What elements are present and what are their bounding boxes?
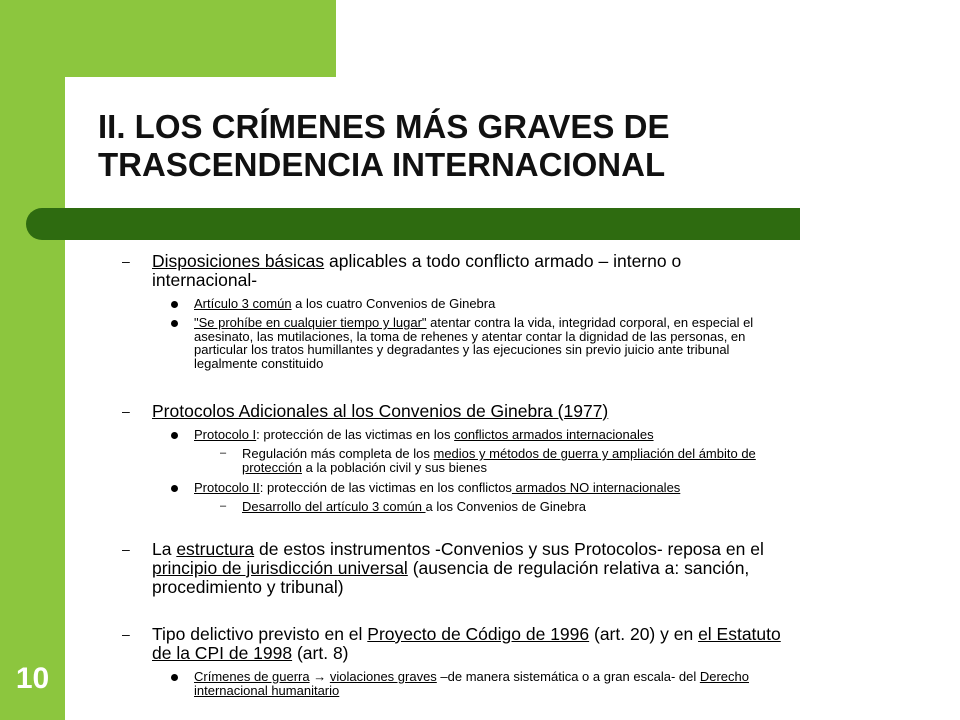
text-underlined: Desarrollo del artículo 3 común [242, 499, 426, 514]
left-accent-bar [0, 0, 65, 720]
bullet-dot-icon [171, 320, 178, 327]
text: Regulación más completa de los [242, 446, 434, 461]
text-underlined: Artículo 3 común [194, 296, 292, 311]
subbullet-protocolo-1 [194, 428, 894, 442]
dash-marker: – [122, 626, 130, 642]
text-underlined: Protocolo I [194, 427, 257, 442]
text-underlined: Protocolos Adicionales al los Convenios de Ginebra (1977) [152, 401, 609, 421]
bullet-estructura [122, 539, 922, 597]
text-underlined: Disposiciones básicas [152, 251, 325, 271]
text-underlined: violaciones graves [329, 669, 437, 684]
bullet-tipo-delictivo [122, 624, 922, 663]
text: (ausencia de regulación relativa a: sanción, [407, 558, 750, 578]
text-underlined: principio de jurisdicción universal [152, 558, 408, 578]
text: procedimiento y tribunal) [152, 577, 344, 597]
bullet-protocolos [122, 401, 922, 421]
text: particular los tratos humillantes y degradantes y las ejecuciones sin previo juicio ante tribunal [194, 342, 730, 357]
dash-marker: – [122, 541, 130, 557]
dash-marker: – [220, 447, 227, 459]
slide-number: 10 [15, 662, 50, 695]
text: aplicables a todo conflicto armado – interno o [324, 251, 682, 271]
text-underlined: Protocolo II [194, 480, 260, 495]
text-underlined: Derecho [699, 669, 749, 684]
text-underlined: de la CPI de 1998 [152, 643, 293, 663]
text-underlined: conflictos armados internacionales [454, 427, 654, 442]
subbullet-se-prohibe [194, 316, 894, 370]
bullet-dot-icon [171, 485, 178, 492]
title-line-2: TRASCENDENCIA INTERNACIONAL [98, 146, 666, 183]
text-underlined: Crímenes de guerra [194, 669, 310, 684]
text-underlined: internacional humanitario [194, 682, 340, 698]
subsub-desarrollo [220, 499, 892, 514]
text: legalmente constituido [194, 355, 324, 371]
text: (art. 20) y en [589, 624, 699, 644]
dash-marker: – [220, 500, 227, 512]
text-underlined: protección [242, 459, 302, 475]
text: –de manera sistemática o a gran escala- del [436, 669, 700, 684]
text: : protección de las victimas en los [256, 427, 455, 442]
subsub-regulacion [220, 446, 892, 475]
text: a los Convenios de Ginebra [425, 499, 586, 514]
text: Tipo delictivo previsto en el [152, 624, 368, 644]
text-underlined: estructura [176, 539, 255, 559]
text-underlined: Proyecto de Código de 1996 [367, 624, 590, 644]
text: La [152, 539, 177, 559]
text: internacional- [152, 270, 258, 290]
bullet-dot-icon [171, 301, 178, 308]
bullet-disposiciones [122, 251, 922, 290]
text-underlined: medios y métodos de guerra y ampliación del ámbito de [433, 446, 756, 461]
subbullet-crimenes-guerra [194, 670, 894, 697]
text-underlined: "Se prohíbe en cualquier tiempo y lugar" [194, 315, 427, 330]
arrow-right-icon: → [309, 669, 330, 684]
text: de estos instrumentos -Convenios y sus Protocolos- reposa en el [254, 539, 764, 559]
text: a la población civil y sus bienes [301, 459, 487, 475]
dash-marker: – [122, 253, 130, 269]
dash-marker: – [122, 403, 130, 419]
text: a los cuatro Convenios de Ginebra [291, 296, 496, 311]
bullet-dot-icon [171, 674, 178, 681]
text: atentar contra la vida, integridad corporal, en especial el [426, 315, 754, 330]
slide-title [98, 108, 898, 184]
bullet-dot-icon [171, 432, 178, 439]
text-underlined: armados NO internacionales [511, 480, 681, 495]
text: : protección de las victimas en los conflictos [259, 480, 512, 495]
text: asesinato, las mutilaciones, la toma de rehenes y atentar contar la dignidad de las personas, en [194, 328, 746, 344]
subbullet-articulo-3 [194, 297, 894, 311]
subbullet-protocolo-2 [194, 481, 894, 495]
text-underlined: el Estatuto [698, 624, 781, 644]
title-divider-bar [26, 208, 800, 240]
text: (art. 8) [292, 643, 349, 663]
title-line-1: II. LOS CRÍMENES MÁS GRAVES DE [98, 108, 670, 145]
